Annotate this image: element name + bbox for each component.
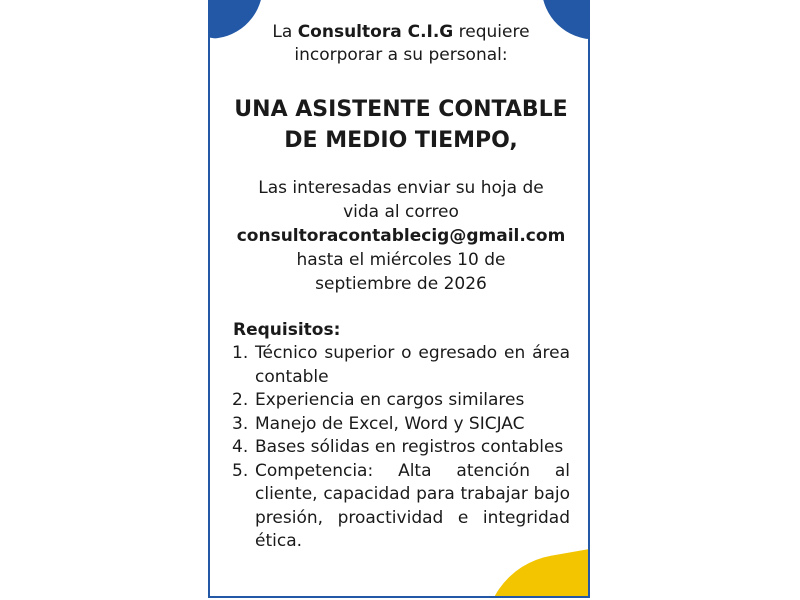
requirement-item xyxy=(232,460,570,554)
requirement-number: 1. xyxy=(232,343,249,363)
contact-email[interactable]: consultoracontablecig@gmail.com xyxy=(236,226,566,246)
intro-line-1 xyxy=(210,21,590,44)
requirement-item xyxy=(232,413,570,437)
requirement-text: Competencia: Alta atención al cliente, capacidad para trabajar bajo presión, proactividad e integridad ética. xyxy=(255,460,570,551)
job-title-line-2: DE MEDIO TIEMPO, xyxy=(284,128,518,153)
apply-line-5: septiembre de 2026 xyxy=(315,274,487,294)
requirement-number: 4. xyxy=(232,437,249,457)
requirement-item xyxy=(232,389,570,413)
intro-prefix: La xyxy=(272,22,298,42)
job-title-line-1: UNA ASISTENTE CONTABLE xyxy=(234,97,568,122)
job-flyer xyxy=(208,0,590,598)
apply-line-2: vida al correo xyxy=(343,202,459,222)
requirement-number: 5. xyxy=(232,460,249,481)
company-name: Consultora C.I.G xyxy=(297,22,454,42)
apply-line-1: Las interesadas enviar su hoja de xyxy=(258,178,544,198)
intro-text xyxy=(210,21,590,67)
application-instructions xyxy=(210,176,590,296)
requirement-number: 2. xyxy=(232,390,249,410)
requirement-item xyxy=(232,342,570,389)
intro-suffix: requiere xyxy=(453,22,530,42)
requirement-number: 3. xyxy=(232,413,249,434)
job-title xyxy=(210,94,590,156)
requirements-title: Requisitos: xyxy=(233,320,341,340)
requirement-text: Técnico superior o egresado en área contable xyxy=(255,343,570,387)
requirement-text: Manejo de Excel, Word y SICJAC xyxy=(255,413,525,434)
requirement-item xyxy=(232,436,570,460)
requirement-text: Bases sólidas en registros contables xyxy=(255,437,564,457)
requirement-text: Experiencia en cargos similares xyxy=(255,390,525,410)
intro-line-2: incorporar a su personal: xyxy=(294,45,508,65)
requirements-list xyxy=(232,342,570,554)
apply-line-4: hasta el miércoles 10 de xyxy=(296,250,506,270)
